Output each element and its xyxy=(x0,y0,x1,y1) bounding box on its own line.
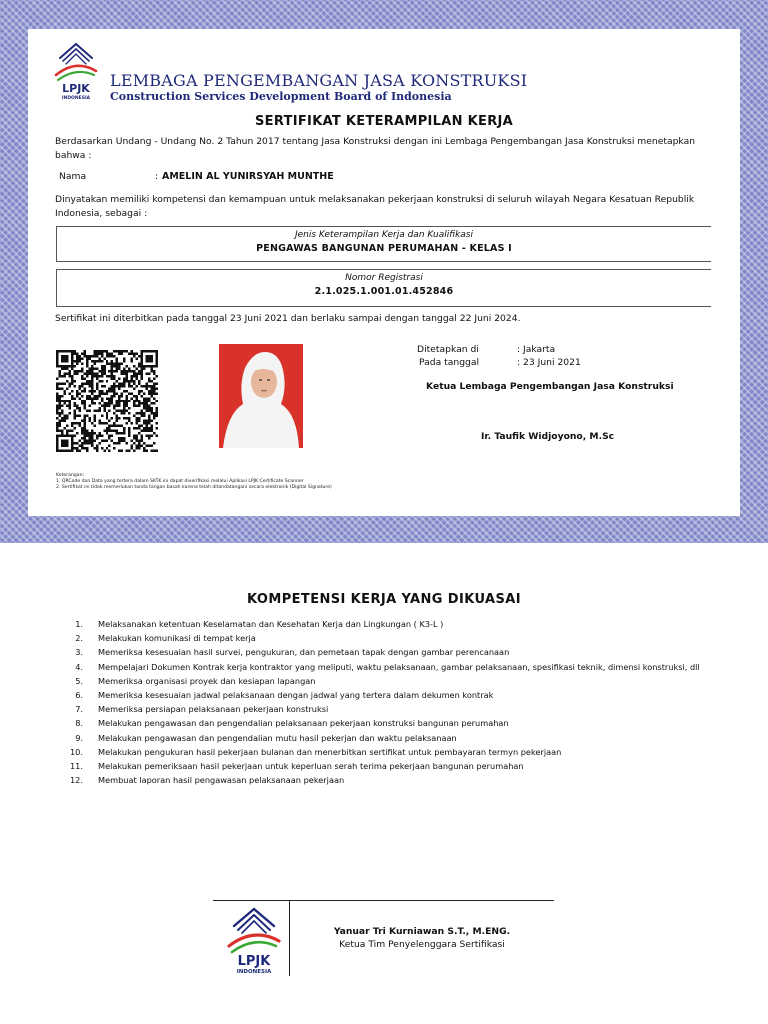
item-text: Melaksanakan ketentuan Keselamatan dan Kesehatan Kerja dan Lingkungan ( K3-L ) xyxy=(98,619,444,629)
notes xyxy=(56,473,332,491)
item-text: Melakukan pemeriksaan hasil pekerjaan untuk keperluan serah terima pekerjaan bangunan perumahan xyxy=(98,760,524,771)
item-text: Memeriksa persiapan pelaksanaan pekerjaan konstruksi xyxy=(98,704,329,715)
footer-signer-role: Ketua Tim Penyelenggara Sertifikasi xyxy=(339,939,505,950)
list-item xyxy=(68,688,700,702)
logo-subtext: INDONESIA xyxy=(236,969,272,975)
item-number: 9. xyxy=(75,732,83,743)
competency-title: KOMPETENSI KERJA YANG DIKUASAI xyxy=(247,592,521,607)
list-item xyxy=(68,674,700,688)
competency-list xyxy=(68,617,700,787)
name-label: Nama xyxy=(59,171,87,182)
registration-box xyxy=(56,269,711,307)
item-number: 3. xyxy=(75,647,83,658)
logo-subtext: INDONESIA xyxy=(61,96,91,101)
place-label: Ditetapkan di xyxy=(417,344,479,355)
item-number: 11. xyxy=(69,760,83,771)
list-item xyxy=(68,660,700,674)
item-text: Melakukan pengawasan dan pengendalian mutu hasil pekerjan dan waktu pelaksanaan xyxy=(98,732,457,743)
item-text: Mempelajari Dokumen Kontrak kerja kontraktor yang meliputi, waktu pelaksanaan, gambar pelaksanaan, spesifikasi teknik, dimensi konstruksi, dll xyxy=(98,661,700,672)
item-number: 4. xyxy=(75,661,83,672)
declaration-text: Dinyatakan memiliki kompetensi dan kemampuan untuk melaksanakan pekerjaan konstruksi di seluruh wilayah Negara Kesatuan Republik Indonesia, sebagai : xyxy=(55,194,695,219)
item-number: 10. xyxy=(69,746,83,757)
holder-name: AMELIN AL YUNIRSYAH MUNTHE xyxy=(162,171,334,182)
item-text: Membuat laporan hasil pengawasan pelaksanaan pekerjaan xyxy=(98,775,345,786)
item-number: 6. xyxy=(75,689,83,700)
item-number: 8. xyxy=(75,718,83,729)
list-item xyxy=(68,631,700,645)
item-text: Melakukan pengukuran hasil pekerjaan bulanan dan menerbitkan sertifikat untuk pembayaran termyn pekerjaan xyxy=(98,746,562,757)
lpjk-logo xyxy=(224,905,284,975)
registration-label: Nomor Registrasi xyxy=(345,273,423,283)
place-value: : Jakarta xyxy=(517,344,556,355)
list-item xyxy=(68,773,700,787)
qr-code xyxy=(56,350,158,452)
footer-divider xyxy=(213,900,554,901)
item-number: 1. xyxy=(75,619,83,629)
certificate-sheet xyxy=(28,29,740,516)
org-name: LEMBAGA PENGEMBANGAN JASA KONSTRUKSI xyxy=(110,71,528,90)
footer-vertical-divider xyxy=(289,900,290,976)
registration-value: 2.1.025.1.001.01.452846 xyxy=(314,286,454,297)
list-item xyxy=(68,716,700,730)
signer-position: Ketua Lembaga Pengembangan Jasa Konstruksi xyxy=(426,381,674,392)
item-text: Memeriksa kesesuaian hasil survei, pengukuran, dan pemetaan tapak dengan gambar perencanaan xyxy=(98,647,510,658)
certificate-title: SERTIFIKAT KETERAMPILAN KERJA xyxy=(255,114,513,129)
list-item xyxy=(68,617,700,631)
qualification-box xyxy=(56,226,711,262)
item-text: Melakukan komunikasi di tempat kerja xyxy=(98,633,256,644)
footer-signer-name: Yanuar Tri Kurniawan S.T., M.ENG. xyxy=(333,926,511,937)
name-colon: : xyxy=(155,171,159,182)
date-label: Pada tanggal xyxy=(419,357,480,368)
list-item xyxy=(68,645,700,659)
item-number: 5. xyxy=(75,675,83,686)
item-text: Memeriksa organisasi proyek dan kesiapan lapangan xyxy=(98,675,316,686)
list-item xyxy=(68,759,700,773)
notes-heading: Keterangan: xyxy=(56,473,85,478)
note-item: 1. QRCode dan Data yang tertera dalam SKTK ini dapat diverifikasi melalui Aplikasi LPJK Certificate Scanner xyxy=(56,479,304,484)
signer-name: Ir. Taufik Widjoyono, M.Sc xyxy=(481,431,615,442)
item-text: Melakukan pengawasan dan pengendalian pelaksanaan pekerjaan konstruksi bangunan perumahan xyxy=(98,718,509,729)
org-name-en: Construction Services Development Board of Indonesia xyxy=(110,90,452,103)
item-number: 2. xyxy=(75,633,83,644)
list-item xyxy=(68,731,700,745)
date-value: : 23 Juni 2021 xyxy=(517,357,581,368)
lpjk-logo xyxy=(52,41,100,101)
logo-text: LPJK xyxy=(237,954,271,969)
item-number: 7. xyxy=(75,704,83,715)
item-text: Memeriksa kesesuaian jadwal pelaksanaan dengan jadwal yang tertera dalam dekumen kontrak xyxy=(98,689,494,700)
note-item: 2. Sertifikat ini tidak memerlukan tanda tangan basah karena telah ditandatangani secara elektronik (Digital Signature) xyxy=(56,485,332,490)
logo-text: LPJK xyxy=(62,82,90,95)
item-number: 12. xyxy=(69,775,83,786)
intro-text: Berdasarkan Undang - Undang No. 2 Tahun 2017 tentang Jasa Konstruksi dengan ini Lembaga Pengembangan Jasa Konstruksi menetapkan bahwa : xyxy=(55,136,696,161)
list-item xyxy=(68,702,700,716)
qualification-label: Jenis Keterampilan Kerja dan Kualifikasi xyxy=(294,230,473,240)
issued-text: Sertifikat ini diterbitkan pada tanggal 23 Juni 2021 dan berlaku sampai dengan tanggal 22 Juni 2024. xyxy=(55,313,521,324)
list-item xyxy=(68,745,700,759)
qualification-value: PENGAWAS BANGUNAN PERUMAHAN - KELAS I xyxy=(256,243,512,254)
holder-photo xyxy=(219,344,303,448)
